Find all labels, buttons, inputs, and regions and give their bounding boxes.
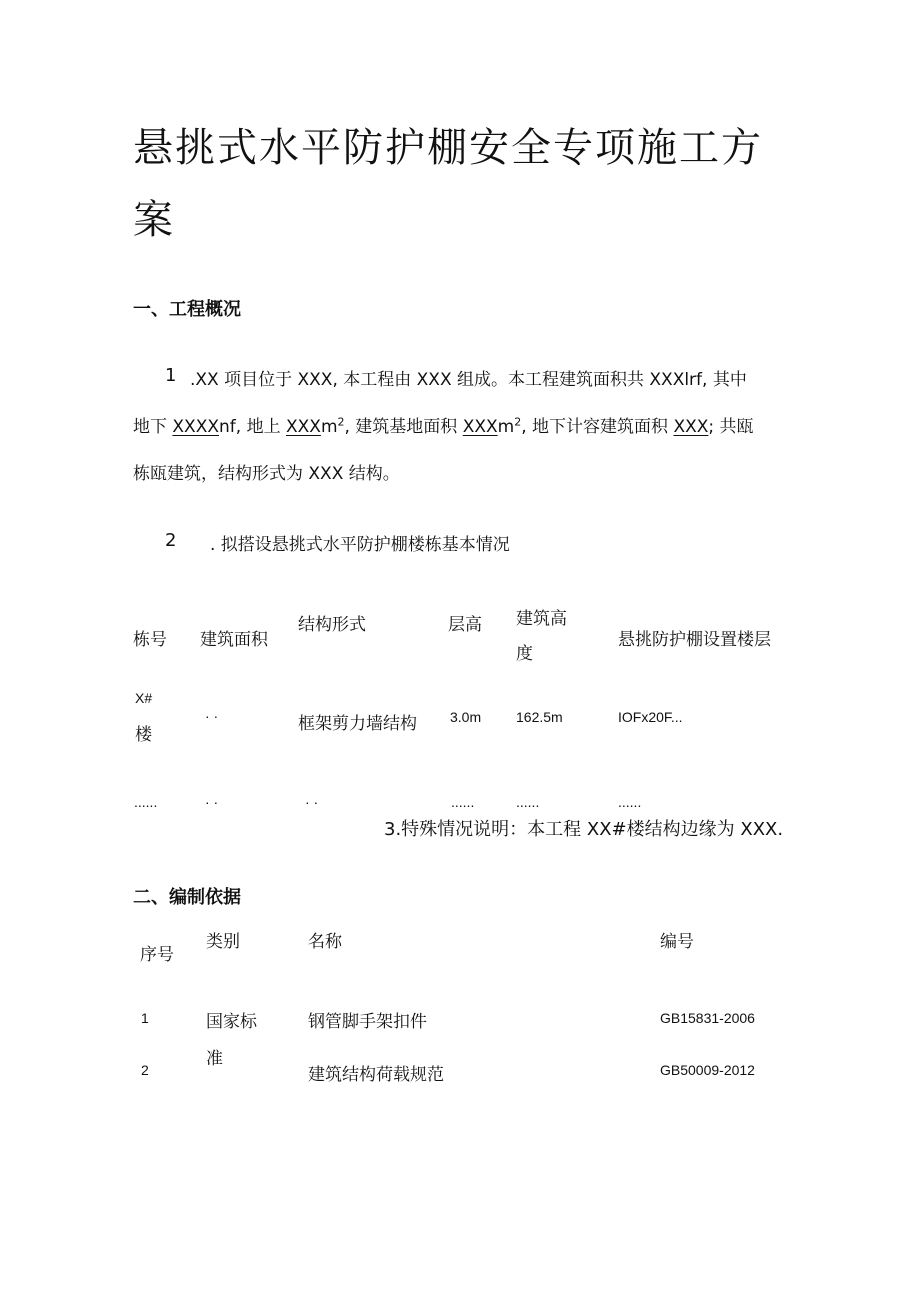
th-height-line2: 度 xyxy=(516,644,533,664)
basis-row2-name: 建筑结构荷载规范 xyxy=(308,1065,444,1085)
page-title: 悬挑式水平防护棚安全专项施工方 xyxy=(133,125,763,171)
row2-area: · · xyxy=(205,794,219,810)
item2-number: 2 xyxy=(165,530,177,551)
row2-building: ...... xyxy=(134,794,158,810)
item1-number: 1 xyxy=(165,365,177,386)
row1-area: · · xyxy=(205,708,219,724)
row1-floors: IOFx20F... xyxy=(618,709,683,725)
row2-structure: · · xyxy=(305,794,319,810)
item2-text: . 拟搭设悬挑式水平防护棚楼栋基本情况 xyxy=(210,535,510,555)
th-seq: 序号 xyxy=(140,945,174,965)
row1-floor-height: 3.0m xyxy=(450,709,482,725)
basis-row1-name: 钢管脚手架扣件 xyxy=(308,1012,427,1032)
th-structure: 结构形式 xyxy=(298,615,366,635)
row1-building-line2: 楼 xyxy=(135,725,152,745)
th-area: 建筑面积 xyxy=(200,630,268,650)
item1-line2: 地下 XXXXnf, 地上 XXXm$^2$, 建筑基地面积 XXXm$^2$, 地下计容建筑面积 XXX; 共瓯 xyxy=(133,415,754,437)
row2-floor-height: ...... xyxy=(451,794,475,810)
item1-line1: .XX 项目位于 XXX, 本工程由 XXX 组成。本工程建筑面积共 XXXlrf, 其中 xyxy=(190,370,747,390)
th-height-line1: 建筑高 xyxy=(516,609,567,629)
th-building: 栋号 xyxy=(133,630,167,650)
basis-row2-seq: 2 xyxy=(141,1062,149,1078)
basis-category-line2: 准 xyxy=(206,1049,223,1069)
item3-text: 3.特殊情况说明：本工程 XX#楼结构边缘为 XXX. xyxy=(384,819,784,840)
th-code: 编号 xyxy=(660,932,694,952)
row1-building-line1: X# xyxy=(135,690,153,706)
page-title-continued: 案 xyxy=(133,197,175,243)
basis-row2-code: GB50009-2012 xyxy=(660,1062,755,1078)
th-floors: 悬挑防护棚设置楼层 xyxy=(618,630,771,650)
row1-height: 162.5m xyxy=(516,709,563,725)
item1-line3: 栋瓯建筑，结构形式为 XXX 结构。 xyxy=(133,464,400,484)
basis-row1-code: GB15831-2006 xyxy=(660,1010,755,1026)
th-category: 类别 xyxy=(206,932,240,952)
th-name: 名称 xyxy=(308,932,342,952)
th-floor-height: 层高 xyxy=(448,615,482,635)
section-heading-overview: 一、工程概况 xyxy=(133,299,241,320)
basis-row1-seq: 1 xyxy=(141,1010,149,1026)
row2-floors: ...... xyxy=(618,794,642,810)
row2-height: ...... xyxy=(516,794,540,810)
basis-category-line1: 国家标 xyxy=(206,1012,257,1032)
row1-structure: 框架剪力墙结构 xyxy=(298,714,417,734)
section-heading-basis: 二、编制依据 xyxy=(133,887,241,908)
